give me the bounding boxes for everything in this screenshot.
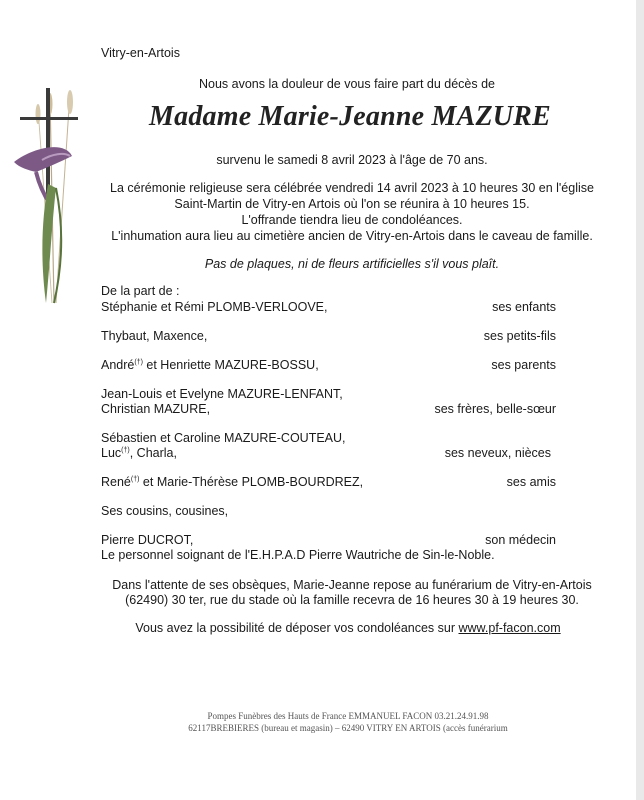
family-names: Luc(†), Charla, [101, 446, 177, 460]
family-relation: ses frères, belle-sœur [434, 402, 556, 416]
rest-line: Dans l'attente de ses obsèques, Marie-Jeanne repose au funérarium de Vitry-en-Artois [112, 578, 592, 592]
family-names: Pierre DUCROT, [101, 533, 194, 547]
family-names: Sébastien et Caroline MAZURE-COUTEAU, [101, 431, 346, 445]
family-relation: ses neveux, nièces [444, 446, 551, 460]
condolences-link[interactable]: www.pf-facon.com [458, 621, 561, 635]
family-relation: son médecin [485, 533, 556, 547]
family-relation: ses amis [506, 475, 556, 489]
family-names: René(†) et Marie-Thérèse PLOMB-BOURDREZ, [101, 475, 364, 489]
deceased-mark: (†) [130, 475, 140, 483]
family-relation: ses petits-fils [483, 329, 556, 343]
family-names: Christian MAZURE, [101, 402, 211, 416]
rest-line: (62490) 30 ter, rue du stade où la famille recevra de 16 heures 30 à 19 heures 30. [125, 593, 579, 607]
family-relation: ses parents [491, 358, 556, 372]
footer-line: 62117BREBIERES (bureau et magasin) – 62490 VITRY EN ARTOIS (accès funérarium [188, 723, 508, 733]
ceremony-line: L'offrande tiendra lieu de condoléances. [241, 213, 463, 227]
deceased-mark: (†) [121, 446, 130, 454]
family-relation: ses enfants [492, 300, 556, 314]
family-names: Jean-Louis et Evelyne MAZURE-LENFANT, [101, 387, 343, 401]
ceremony-line: Saint-Martin de Vitry-en Artois où l'on se réunira à 10 heures 15. [174, 197, 530, 211]
family-names: Ses cousins, cousines, [101, 504, 229, 518]
condolences-line: Vous avez la possibilité de déposer vos condoléances sur www.pf-facon.com [135, 621, 561, 635]
deceased-name: Madame Marie-Jeanne MAZURE [149, 101, 551, 132]
flowers-note: Pas de plaques, ni de fleurs artificielles s'il vous plaît. [204, 257, 500, 271]
deceased-mark: (†) [134, 358, 143, 366]
footer-line: Pompes Funèbres des Hauts de France EMMANUEL FACON 03.21.24.91.98 [207, 711, 489, 721]
family-names: André(†) et Henriette MAZURE-BOSSU, [101, 358, 319, 372]
intro-text: Nous avons la douleur de vous faire part du décès de [198, 77, 496, 91]
family-names: Le personnel soignant de l'E.H.P.A.D Pierre Wautriche de Sin-le-Noble. [101, 548, 495, 562]
family-names: Thybaut, Maxence, [101, 329, 208, 343]
from-label: De la part de : [101, 284, 180, 298]
place-name: Vitry-en-Artois [101, 46, 180, 60]
death-line: survenu le samedi 8 avril 2023 à l'âge de 70 ans. [216, 153, 488, 167]
family-names: Stéphanie et Rémi PLOMB-VERLOOVE, [101, 300, 328, 314]
ceremony-line: L'inhumation aura lieu au cimetière ancien de Vitry-en-Artois dans le caveau de famille. [111, 229, 593, 243]
ceremony-line: La cérémonie religieuse sera célébrée vendredi 14 avril 2023 à 10 heures 30 en l'église [110, 181, 594, 195]
